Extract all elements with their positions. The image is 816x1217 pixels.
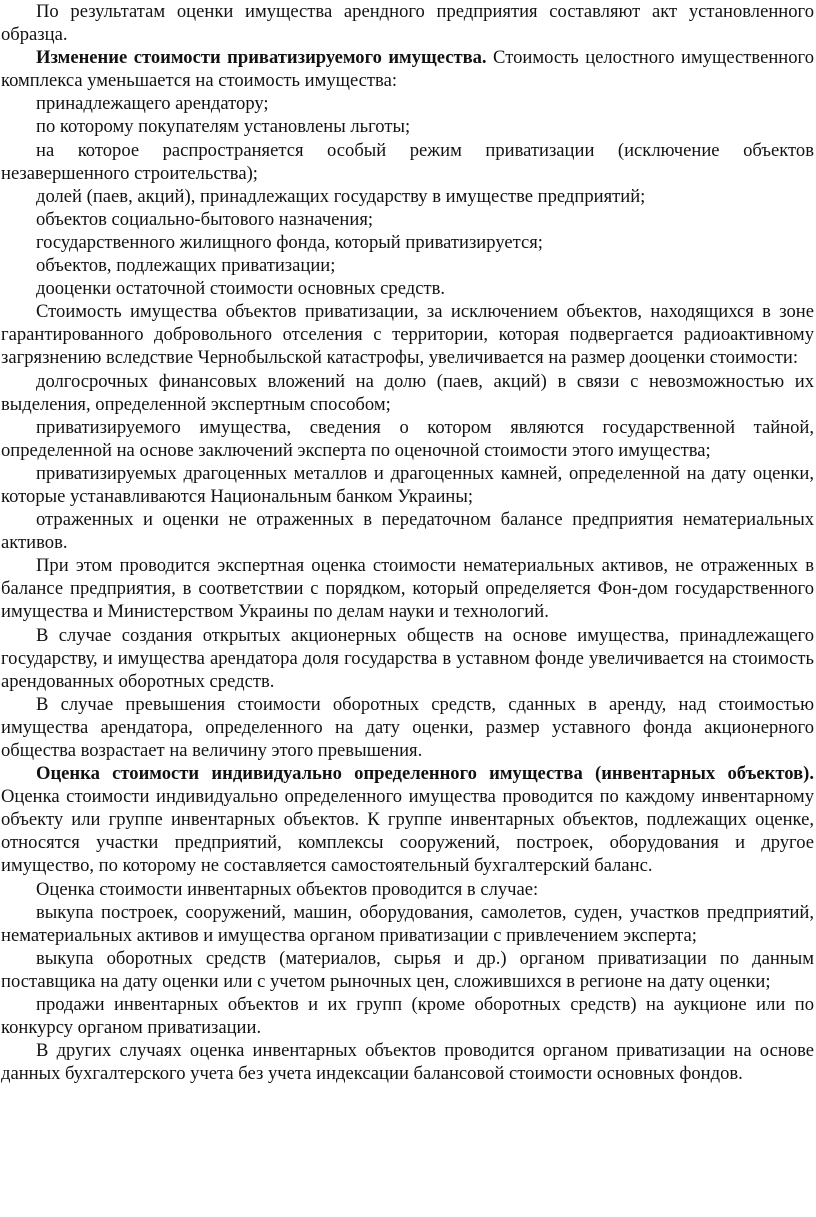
paragraph: Оценка стоимости инвентарных объектов проводится в случае: — [36, 878, 539, 900]
section-heading: Изменение стоимости приватизируемого имущества. — [36, 47, 487, 69]
paragraph-text: Оценка стоимости индивидуально определенного имущества проводится по каждому инвентарному объекту или группе инвентарных объектов. К группе инвентарных объектов, подлежащих оценке, относятся участки предприятий, комплексы сооружений, построек, оборудования и другое имущество, по которому не составляется самостоятельный бухгалтерский баланс. — [1, 786, 814, 877]
paragraph: В случае превышения стоимости оборотных средств, сданных в аренду, над стоимостью имущества арендатора, определенного на дату оценки, размер уставного фонда акционерного общества возрастает на величину этого превышения. — [1, 693, 814, 761]
list-item: дооценки остаточной стоимости основных средств. — [36, 278, 446, 300]
list-item: выкупа оборотных средств (материалов, сырья и др.) органом приватизации по данным поставщика на дату оценки или с учетом рыночных цен, сложившихся в регионе на дату оценки; — [1, 947, 814, 992]
paragraph: В случае создания открытых акционерных обществ на основе имущества, принадлежащего государству, и имущества арендатора доля государства в уставном фонде увеличивается на стоимость арендованных оборотных средств. — [1, 624, 814, 692]
paragraph-text: Стоимость целостного имущественного комплекса уменьшается на стоимость имущества: — [1, 47, 814, 92]
list-item: выкупа построек, сооружений, машин, оборудования, самолетов, суден, участков предприятий, нематериальных активов и имущества органом приватизации с привлечением эксперта; — [1, 901, 814, 946]
list-item: на которое распространяется особый режим приватизации (исключение объектов незавершенного строительства); — [1, 139, 814, 184]
list-item: долей (паев, акций), принадлежащих государству в имуществе предприятий; — [36, 185, 646, 207]
list-item: объектов, подлежащих приватизации; — [36, 255, 336, 277]
paragraph: По результатам оценки имущества арендного предприятия составляют акт установленного образца. — [1, 1, 814, 46]
paragraph: В других случаях оценка инвентарных объектов проводится органом приватизации на основе данных бухгалтерского учета без учета индексации балансовой стоимости основных фондов. — [1, 1040, 814, 1085]
list-item: долгосрочных финансовых вложений на долю (паев, акций) в связи с невозможностью их выделения, определенной экспертным способом; — [1, 370, 814, 415]
paragraph: Стоимость имущества объектов приватизации, за исключением объектов, находящихся в зоне гарантированного добровольного отселения с территории, которая подвергается радиоактивному загрязнению вследствие Чернобыльской катастрофы, увеличивается на размер дооценки стоимости: — [1, 301, 814, 369]
section-paragraph — [1, 762, 814, 877]
section-heading: Оценка стоимости индивидуально определенного имущества (инвентарных объектов). — [36, 763, 814, 785]
paragraph: При этом проводится экспертная оценка стоимости нематериальных активов, не отраженных в балансе предприятия, в соответствии с порядком, который определяется Фон-дом государственного имущества и Министерством Украины по делам науки и технологий. — [1, 555, 814, 623]
list-item: по которому покупателям установлены льготы; — [36, 116, 411, 138]
list-item: приватизируемого имущества, сведения о котором являются государственной тайной, определенной на основе заключений эксперта по оценочной стоимости этого имущества; — [1, 416, 814, 461]
list-item: отраженных и оценки не отраженных в передаточном балансе предприятия нематериальных активов. — [1, 509, 814, 554]
list-item: продажи инвентарных объектов и их групп (кроме оборотных средств) на аукционе или по конкурсу органом приватизации. — [1, 994, 814, 1039]
list-item: государственного жилищного фонда, который приватизируется; — [36, 231, 543, 253]
list-item: принадлежащего арендатору; — [36, 93, 269, 115]
section-paragraph — [1, 46, 814, 92]
list-item: объектов социально-бытового назначения; — [36, 208, 374, 230]
list-item: приватизируемых драгоценных металлов и драгоценных камней, определенной на дату оценки, которые устанавливаются Национальным банком Украины; — [1, 462, 814, 507]
